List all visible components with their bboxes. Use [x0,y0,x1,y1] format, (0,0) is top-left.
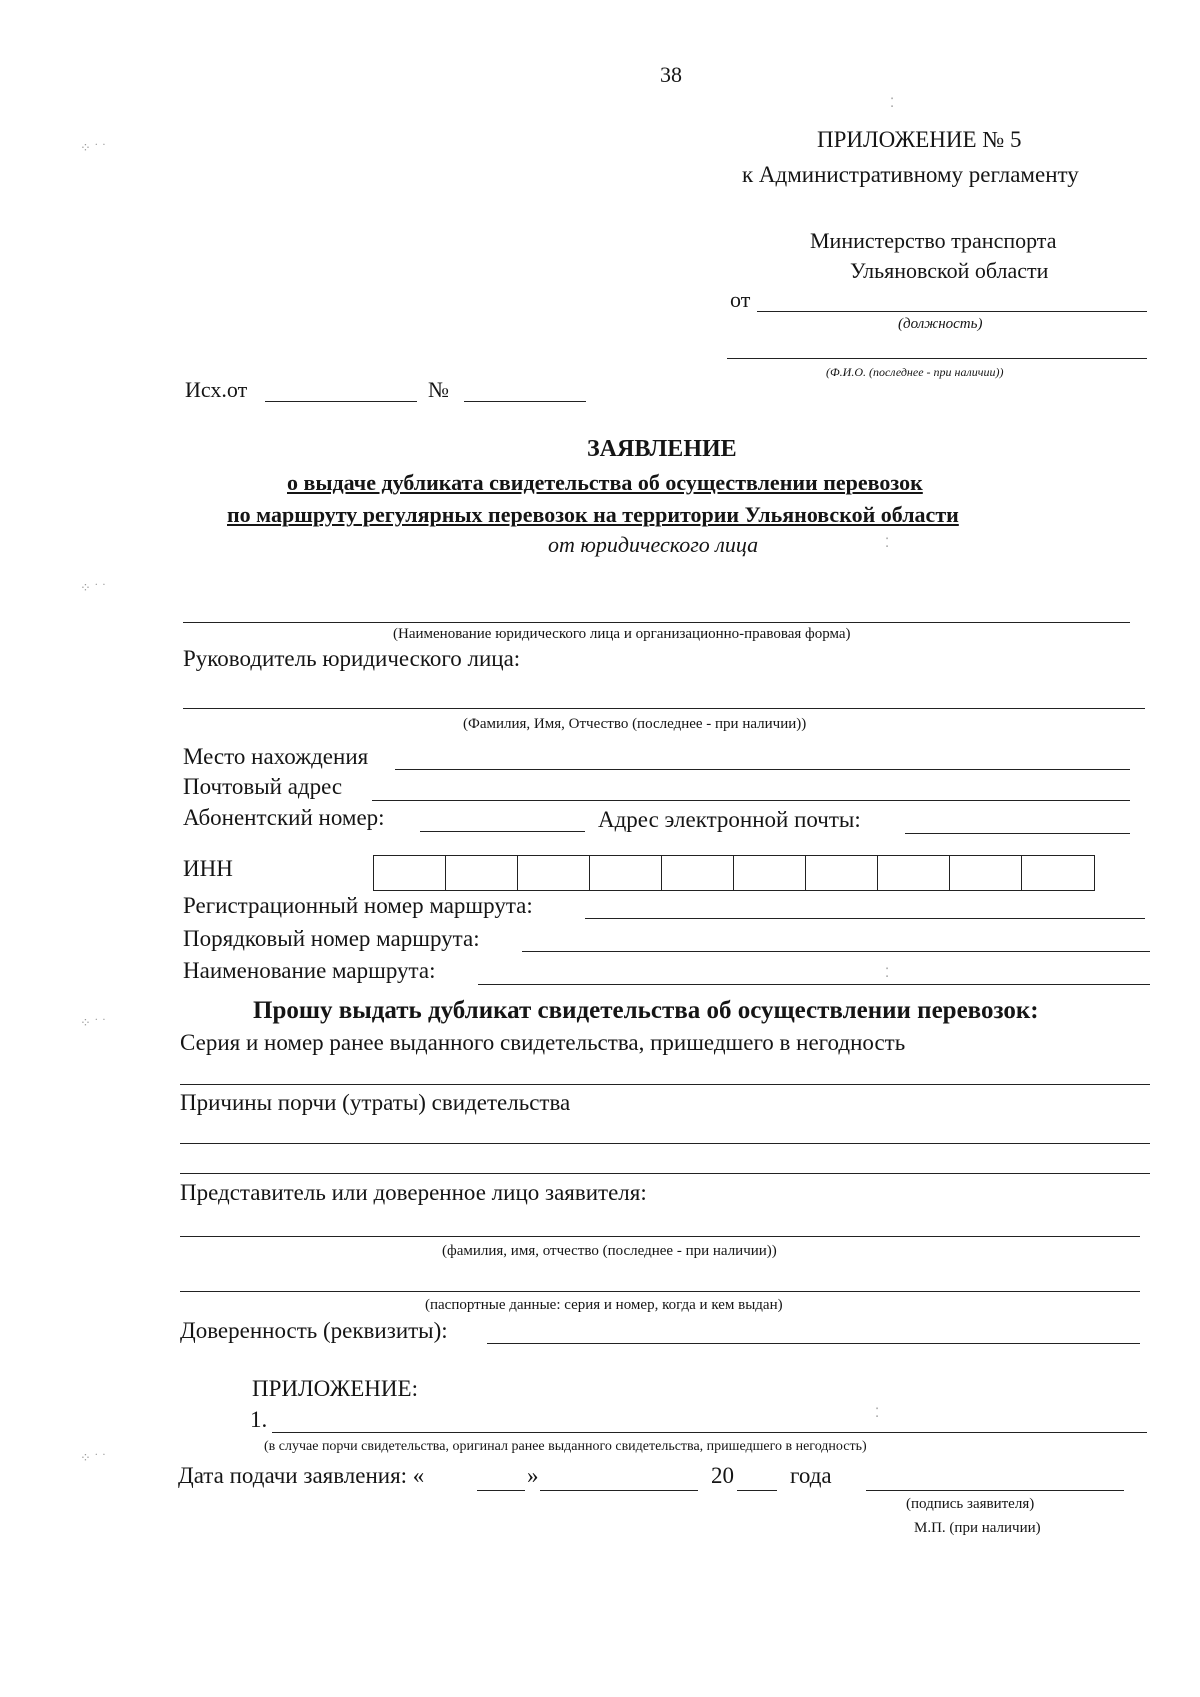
scan-speck: ⁚ [890,95,895,110]
attachment-item1-line[interactable] [272,1432,1147,1433]
outgoing-date-line[interactable] [265,401,417,402]
inn-cell[interactable] [518,856,590,890]
passport-line[interactable] [180,1291,1140,1292]
page-number: 38 [660,62,682,87]
signature-line[interactable] [866,1490,1124,1491]
email-label: Адрес электронной почты: [598,807,861,832]
year-line[interactable] [737,1490,777,1491]
position-caption: (должность) [898,316,983,332]
inn-cell[interactable] [1022,856,1094,890]
inn-cell[interactable] [878,856,950,890]
reasons-line-2[interactable] [180,1173,1150,1174]
rep-fio-caption: (фамилия, имя, отчество (последнее - при наличии)) [442,1243,777,1259]
attachment-title: ПРИЛОЖЕНИЕ: [252,1376,418,1401]
inn-label: ИНН [183,856,233,881]
signature-caption: (подпись заявителя) [906,1496,1035,1512]
seq-number-line[interactable] [522,951,1150,952]
inn-cell[interactable] [374,856,446,890]
attachment-item1-number: 1. [250,1407,268,1432]
date-label: Дата подачи заявления: « [178,1463,425,1488]
scan-speck: ⁚ [885,535,890,550]
attachment-item1-caption: (в случае порчи свидетельства, оригинал ранее выданного свидетельства, пришедшего в негодность) [264,1439,867,1454]
route-name-label: Наименование маршрута: [183,958,436,983]
inn-cell[interactable] [446,856,518,890]
date-day-line[interactable] [477,1490,525,1491]
heading-line2: по маршруту регулярных перевозок на территории Ульяновской области [227,502,959,527]
reasons-line-1[interactable] [180,1143,1150,1144]
fio-line[interactable] [727,358,1147,359]
year-suffix: года [790,1463,832,1488]
postal-label: Почтовый адрес [183,774,343,799]
org-name-caption: (Наименование юридического лица и организационно-правовая форма) [393,626,851,642]
position-line[interactable] [757,311,1147,312]
series-line[interactable] [180,1084,1150,1085]
phone-line[interactable] [420,831,585,832]
head-label: Руководитель юридического лица: [183,646,521,671]
reg-number-line[interactable] [585,918,1145,919]
date-month-line[interactable] [540,1490,698,1491]
org-name-line[interactable] [183,622,1130,623]
scan-speck: ⁘ ˙ ˙ [80,1015,107,1030]
email-line[interactable] [905,833,1130,834]
recipient-line1: Министерство транспорта [810,228,1057,253]
seal-caption: М.П. (при наличии) [914,1520,1041,1536]
reg-number-label: Регистрационный номер маршрута: [183,893,533,918]
inn-cell[interactable] [662,856,734,890]
scan-speck: ⁚ [875,1405,880,1420]
fio-caption: (Ф.И.О. (последнее - при наличии)) [826,365,1004,379]
series-label: Серия и номер ранее выданного свидетельства, пришедшего в негодность [180,1030,906,1055]
postal-line[interactable] [372,800,1130,801]
outgoing-label: Исх.от [185,377,248,402]
document-title: ЗАЯВЛЕНИЕ [587,436,737,462]
appendix-title: ПРИЛОЖЕНИЕ № 5 [817,127,1022,152]
route-name-line[interactable] [478,984,1150,985]
passport-caption: (паспортные данные: серия и номер, когда и кем выдан) [425,1297,783,1313]
from-label: от [730,287,751,312]
location-line[interactable] [395,769,1130,770]
outgoing-number-label: № [428,377,449,402]
scan-speck: ⁘ ˙ ˙ [80,140,107,155]
inn-cell[interactable] [590,856,662,890]
representative-label: Представитель или доверенное лицо заявителя: [180,1180,647,1205]
recipient-line2: Ульяновской области [850,258,1049,283]
head-line[interactable] [183,708,1145,709]
request-heading: Прошу выдать дубликат свидетельства об осуществлении перевозок: [253,997,1039,1024]
scan-speck: ⁚ [885,965,890,980]
heading-line1: о выдаче дубликата свидетельства об осуществлении перевозок [287,470,923,495]
outgoing-number-line[interactable] [464,401,586,402]
inn-cell[interactable] [734,856,806,890]
scan-speck: ⁘ ˙ ˙ [80,1450,107,1465]
appendix-subtitle: к Административному регламенту [742,162,1079,187]
inn-cell[interactable] [806,856,878,890]
date-mid: » [527,1463,539,1488]
scan-speck: ⁘ ˙ ˙ [80,580,107,595]
power-of-attorney-label: Доверенность (реквизиты): [180,1318,448,1343]
power-of-attorney-line[interactable] [487,1343,1140,1344]
year-prefix: 20 [711,1463,734,1488]
heading-line3: от юридического лица [548,532,759,557]
head-caption: (Фамилия, Имя, Отчество (последнее - при наличии)) [463,716,807,732]
phone-label: Абонентский номер: [183,805,385,830]
representative-line[interactable] [180,1236,1140,1237]
location-label: Место нахождения [183,744,369,769]
seq-number-label: Порядковый номер маршрута: [183,926,480,951]
reasons-label: Причины порчи (утраты) свидетельства [180,1090,571,1115]
inn-cell[interactable] [950,856,1022,890]
inn-grid[interactable] [373,855,1095,891]
